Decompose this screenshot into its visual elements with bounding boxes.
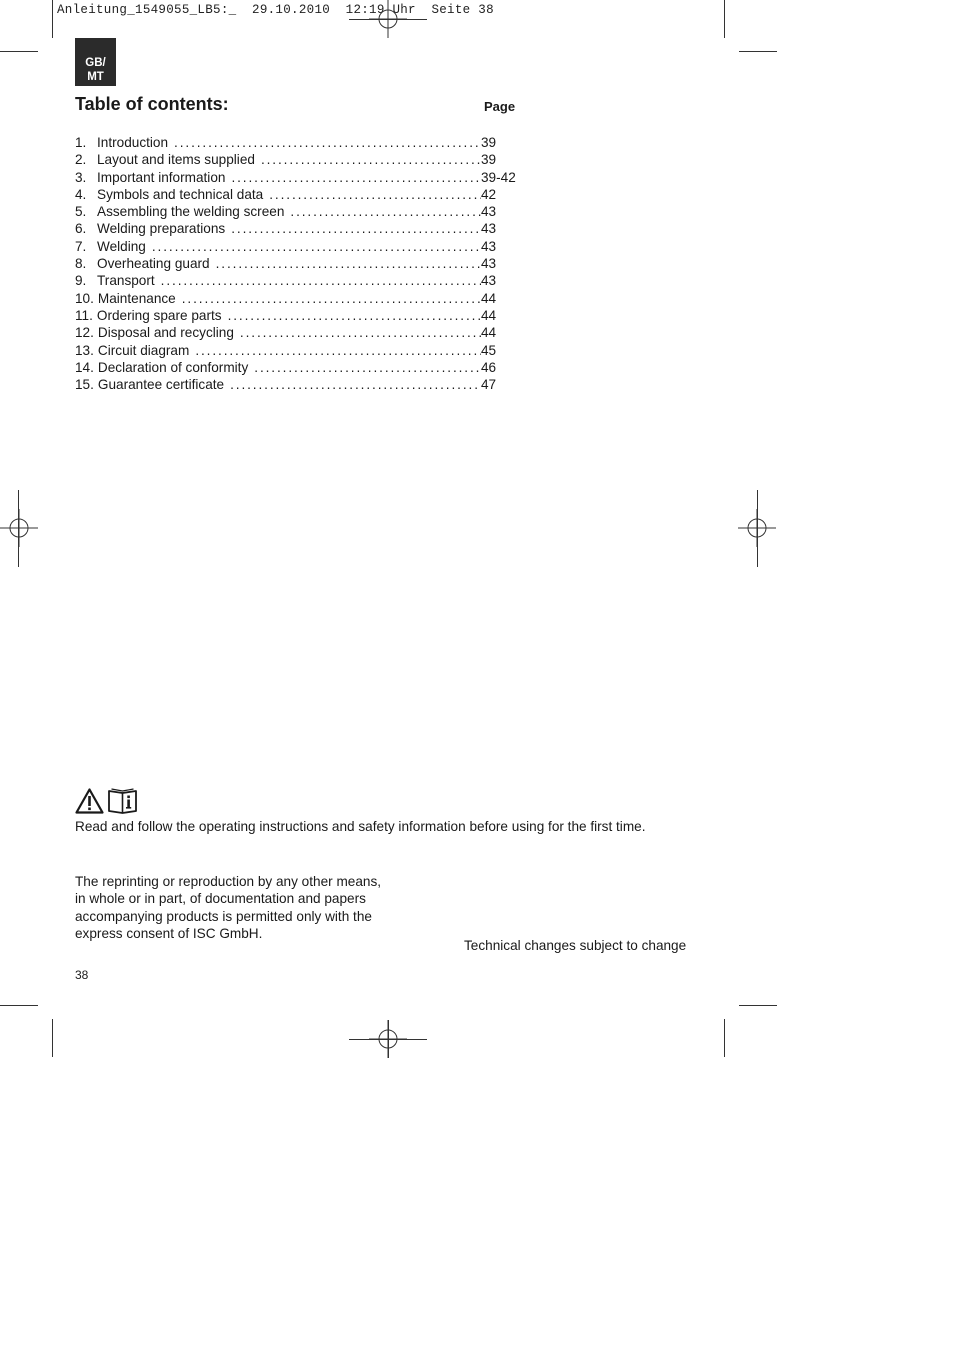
toc-leader-dots xyxy=(161,273,481,288)
toc-entry-number: 9. xyxy=(75,273,87,289)
toc-entry[interactable] xyxy=(75,360,525,377)
toc-entry-number: 4. xyxy=(75,186,87,202)
toc-entry-page: 47 xyxy=(481,377,497,393)
toc-entry-label: Introduction xyxy=(97,135,169,150)
toc-leader-dots xyxy=(240,325,481,340)
toc-leader-dots xyxy=(254,360,481,375)
toc-entry[interactable] xyxy=(75,239,525,256)
toc-entry-number: 11. xyxy=(75,307,93,323)
toc-entry-page: 46 xyxy=(481,359,497,375)
toc-entry-number: 14. xyxy=(75,359,94,375)
toc-entry-page: 39-42 xyxy=(481,169,516,185)
toc-leader-dots xyxy=(290,204,481,219)
toc-entry[interactable] xyxy=(75,343,525,360)
language-badge xyxy=(75,38,116,86)
toc-entry-number: 5. xyxy=(75,204,87,220)
toc-entry-label: Transport xyxy=(97,273,155,289)
toc-entry-label: Declaration of conformity xyxy=(97,359,249,375)
toc-entry-page: 43 xyxy=(481,204,497,220)
toc-entry[interactable] xyxy=(75,256,525,273)
registration-line xyxy=(388,1020,389,1058)
toc-entry-page: 42 xyxy=(481,186,497,202)
toc-entry-number: 6. xyxy=(75,221,87,237)
toc-entry[interactable] xyxy=(75,204,525,221)
toc-entry-number: 10. xyxy=(75,290,94,306)
toc-entry[interactable] xyxy=(75,273,525,290)
toc-leader-dots xyxy=(195,343,481,358)
toc-entry[interactable] xyxy=(75,135,525,152)
registration-line xyxy=(757,490,758,567)
toc-entry-label: Ordering spare parts xyxy=(96,307,222,323)
toc-leader-dots xyxy=(261,152,481,167)
toc-leader-dots xyxy=(231,170,481,185)
toc-entry-label: Welding xyxy=(97,238,146,254)
toc-entry-number: 12. xyxy=(75,325,94,341)
crop-mark xyxy=(0,51,38,52)
safety-instruction: Read and follow the operating instructions and safety information before using for the first time. xyxy=(75,819,646,834)
toc-entry-label: Overheating guard xyxy=(97,256,210,272)
toc-leader-dots xyxy=(216,256,481,271)
toc-entry-page: 44 xyxy=(481,307,497,323)
toc-entry-label: Welding preparations xyxy=(97,221,226,237)
toc-entry[interactable] xyxy=(75,308,525,325)
technical-changes-note: Technical changes subject to change xyxy=(464,938,687,953)
toc-entry-page: 39 xyxy=(481,152,497,168)
toc-entry-page: 39 xyxy=(481,135,497,150)
warning-triangle-icon xyxy=(75,788,104,814)
registration-line xyxy=(349,19,427,20)
toc-entry-number: 13. xyxy=(75,342,94,358)
toc-entry[interactable] xyxy=(75,325,525,342)
registration-mark-icon xyxy=(0,509,38,547)
crop-mark xyxy=(0,1005,38,1006)
toc-entry-number: 7. xyxy=(75,238,87,254)
toc-leader-dots xyxy=(231,221,481,236)
crop-mark xyxy=(724,1019,725,1057)
toc-entry-label: Important information xyxy=(97,169,226,185)
toc-leader-dots xyxy=(230,377,481,392)
crop-mark xyxy=(52,0,53,38)
print-slug: Anleitung_1549055_LB5:_ 29.10.2010 12:19 Uhr Seite 38 xyxy=(57,3,494,17)
crop-mark xyxy=(52,1019,53,1057)
toc-entry[interactable] xyxy=(75,221,525,238)
page-number: 38 xyxy=(75,968,89,982)
toc-entry[interactable] xyxy=(75,152,525,169)
crop-mark xyxy=(739,51,777,52)
toc-entry[interactable] xyxy=(75,170,525,187)
toc-leader-dots xyxy=(174,135,481,150)
toc-entry-page: 43 xyxy=(481,238,497,254)
toc-entry-page: 43 xyxy=(481,221,497,237)
toc-leader-dots xyxy=(152,239,481,254)
crop-mark xyxy=(724,0,725,38)
language-badge-line2: MT xyxy=(87,71,104,83)
toc-page-heading: Page xyxy=(484,99,516,114)
toc-entry-label: Disposal and recycling xyxy=(97,325,234,341)
toc-entry-page: 45 xyxy=(481,342,497,358)
toc-entry-label: Assembling the welding screen xyxy=(97,204,285,220)
toc-leader-dots xyxy=(269,187,481,202)
safety-icons xyxy=(75,788,138,814)
toc-entry-label: Layout and items supplied xyxy=(97,152,255,168)
toc-entry-number: 8. xyxy=(75,256,87,272)
toc-entry-number: 15. xyxy=(75,377,94,393)
toc-entry-number: 2. xyxy=(75,152,87,168)
toc-entry-page: 43 xyxy=(481,256,497,272)
toc-entry[interactable] xyxy=(75,291,525,308)
copyright-notice: The reprinting or reproduction by any other means, in whole or in part, of documentation and papers accompanying products is permitted only with the express consent of ISC GmbH. xyxy=(75,874,382,941)
toc-entry-page: 44 xyxy=(481,290,497,306)
manual-book-icon xyxy=(107,788,138,814)
toc-entry-label: Maintenance xyxy=(97,290,176,306)
registration-line xyxy=(18,490,19,567)
toc-entry-page: 44 xyxy=(481,325,497,341)
toc-entry[interactable] xyxy=(75,377,525,394)
toc-list xyxy=(75,135,525,394)
toc-entry-label: Symbols and technical data xyxy=(97,186,264,202)
toc-entry-number: 1. xyxy=(75,135,87,150)
toc-entry-label: Guarantee certificate xyxy=(97,377,225,393)
toc-entry-label: Circuit diagram xyxy=(97,342,190,358)
crop-mark xyxy=(739,1005,777,1006)
toc-entry-page: 43 xyxy=(481,273,497,289)
toc-leader-dots xyxy=(228,308,481,323)
toc-title: Table of contents: xyxy=(75,94,229,114)
toc-leader-dots xyxy=(182,291,481,306)
toc-entry-number: 3. xyxy=(75,169,87,185)
toc-entry[interactable] xyxy=(75,187,525,204)
language-badge-line1: GB/ xyxy=(85,57,106,69)
